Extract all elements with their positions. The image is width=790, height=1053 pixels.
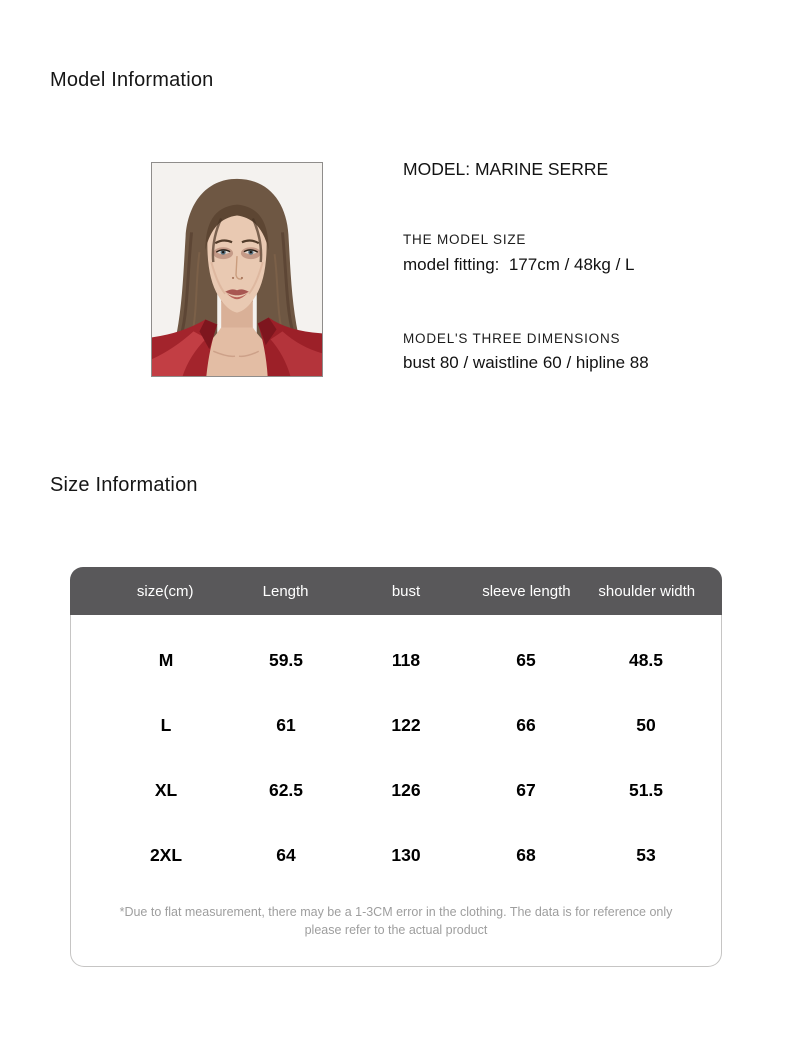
cell-sleeve: 66 [516,715,536,735]
cell-shoulder: 51.5 [628,780,664,800]
cell-bust: 126 [391,780,421,800]
size-table [70,567,722,967]
cell-bust: 130 [391,845,421,865]
header-cell-length: Length [262,582,309,600]
model-photo [151,162,323,377]
cell-shoulder: 48.5 [628,650,664,670]
cell-size: XL [154,780,178,800]
measurement-disclaimer [71,903,721,939]
model-name-line: MODEL: MARINE SERRE [403,159,609,179]
cell-length: 59.5 [268,650,304,670]
cell-size: M [158,650,174,670]
cell-length: 64 [276,845,296,865]
header-cell-shoulder-width: shoulder width [598,582,696,600]
cell-sleeve: 65 [516,650,536,670]
header-cell-sleeve-length: sleeve length [482,582,571,600]
model-dimensions-label: MODEL'S THREE DIMENSIONS [403,331,621,346]
model-size-label: THE MODEL SIZE [403,232,527,247]
cell-sleeve: 67 [516,780,536,800]
size-information-heading: Size Information [50,474,198,496]
cell-size: L [160,715,172,735]
cell-bust: 118 [391,650,421,670]
header-cell-size: size(cm) [136,582,194,600]
model-fitting-line: model fitting: 177cm / 48kg / L [403,255,635,274]
disclaimer-line-1: *Due to flat measurement, there may be a 1-3CM error in the clothing. The data is for reference only [119,905,673,919]
size-table-body [70,615,722,967]
header-cell-bust: bust [391,582,421,600]
model-information-heading: Model Information [50,69,214,91]
table-row-xl [71,758,721,823]
cell-size: 2XL [149,845,183,865]
cell-shoulder: 50 [636,715,656,735]
cell-length: 61 [276,715,296,735]
model-dimensions-line: bust 80 / waistline 60 / hipline 88 [403,353,649,372]
cell-shoulder: 53 [636,845,656,865]
model-portrait-illustration [152,163,322,376]
cell-length: 62.5 [268,780,304,800]
table-row-l [71,693,721,758]
table-row-2xl [71,823,721,888]
size-table-header-row [70,567,722,615]
cell-bust: 122 [391,715,421,735]
table-row-m [71,628,721,693]
cell-sleeve: 68 [516,845,536,865]
disclaimer-line-2: please refer to the actual product [304,923,488,937]
